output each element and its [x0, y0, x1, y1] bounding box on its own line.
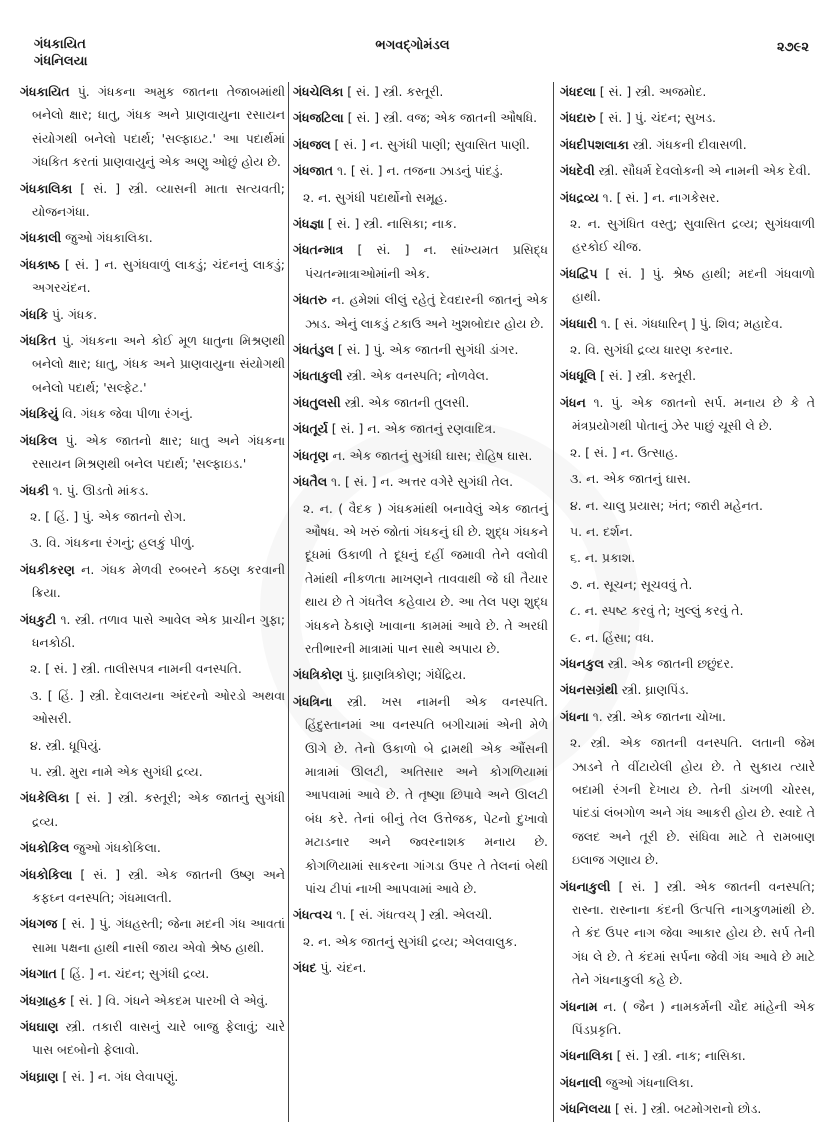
book-title: ભગવદ્ગોમંડલ [375, 38, 450, 53]
definition: [ સં. ] પું. એક જાતની સુગંધી ડાંગર. [333, 342, 519, 358]
headword: ગંધતૂર્ય [293, 421, 328, 437]
headword: ગંધનાકુલી [560, 878, 611, 894]
definition: પું. ચંદન. [316, 960, 367, 976]
dictionary-entry [560, 312, 815, 335]
headword: ગંધકિલ [20, 432, 58, 448]
sub-sense: ૪. ન. ચાલુ પ્રયાસ; ખંત; જારી મહેનત. [570, 497, 763, 513]
dictionary-entry [293, 690, 548, 901]
sub-sense: ૨. [ હિં. ] પું. એક જાતનો રોગ. [30, 508, 187, 524]
dictionary-entry [293, 663, 548, 686]
definition: જુઓ ગંધકાલિકા. [61, 230, 153, 246]
headword: ગંધધૂલિ [560, 368, 597, 384]
dictionary-entry [293, 364, 548, 387]
dictionary-entry [293, 956, 548, 979]
dictionary-entry [560, 705, 815, 728]
headword: ગંધગજ [20, 916, 58, 932]
column-divider [553, 82, 554, 1122]
definition: ૧. સ્ત્રી. એક જાતના ચોખા. [588, 708, 726, 724]
dictionary-entry [560, 391, 815, 438]
definition: [ સં. ] સ્ત્રી. નાક; નાસિકા. [612, 1048, 746, 1064]
headword: ગંધઘાણ [20, 1019, 59, 1035]
definition: [ સં. ] ન. સુગંધી પાણી; સુવાસિત પાણી. [330, 136, 530, 152]
headword: ગંધજ્ઞા [293, 216, 324, 232]
dictionary-entry [20, 989, 285, 1012]
definition: [ સં. ] વિ. ગંધને એકદમ પારખી લે એવું. [66, 992, 269, 1008]
headword: ગંધનાલી [560, 1074, 602, 1090]
headword: ગંધકાલી [20, 230, 62, 246]
definition: પું. ગંધકના અને કોઈ મૂળ ધાતુના મિશ્રણથી બનેલો ક્ષાર; ધાતુ, ગંધક અને પ્રાણવાયુના સંયોગથી બનેલો પદાર્થ; 'સલ્ફેટ.' [32, 333, 285, 395]
dictionary-entry [20, 402, 285, 425]
headword: ગંધજલ [293, 136, 331, 152]
definition: ૧. [ સં. ગંધત્વચ્ ] સ્ત્રી. એલચી. [332, 907, 493, 923]
sub-sense: ૨. [ સં. ] સ્ત્રી. તાલીસપત્ર નામની વનસ્પતિ. [30, 661, 242, 677]
dictionary-entry [20, 80, 285, 174]
headword: ગંધદીપશલાકા [560, 136, 629, 152]
headword: ગંધનિલયા [560, 1101, 612, 1117]
column-divider [288, 82, 289, 1122]
dictionary-entry [560, 364, 815, 387]
dictionary-entry [20, 786, 285, 833]
dictionary-entry [20, 226, 285, 249]
column-3 [560, 80, 815, 1124]
dictionary-entry [293, 133, 548, 156]
headword: ગંધકેલિકા [20, 790, 70, 806]
headword: ગંધગાત [20, 966, 57, 982]
headword: ગંધન [560, 394, 586, 410]
definition: [ સં. ] ન. એક જાતનું રણવાદિત્ર. [327, 421, 497, 437]
definition: સ્ત્રી. એક જાતની છછુંદર. [603, 655, 734, 671]
definition: [ સં. ] સ્ત્રી. એક જાતની ઉષ્ણ અને કફઘ્ન વનસ્પતિ; ગંધમાલતી. [32, 866, 285, 905]
dictionary-entry [560, 262, 815, 309]
definition: ૧. પું. એક જાતનો સર્પ. મનાય છે કે તે મંત્રપ્રયોગથી પોતાનું ઝેર પાછું ચૂસી લે છે. [572, 394, 815, 434]
column-1 [20, 80, 285, 1091]
headword: ગંધતરુ [293, 292, 327, 308]
headword: ગંધતન્માત્ર [293, 242, 344, 258]
definition: ન. ગંધક મેળવી રબ્બરને કઠણ કરવાની ક્રિયા. [32, 561, 285, 601]
definition: સ્ત્રી. એક વનસ્પતિ; નોળવેલ. [342, 368, 489, 384]
headword: ગંધજાત [293, 163, 334, 179]
sub-sense: ૨. [ સં. ] ન. ઉત્સાહ. [570, 444, 679, 460]
headword: ગંધગ્રાહક [20, 992, 67, 1008]
dictionary-entry [20, 836, 285, 859]
headword: ગંધત્રિના [293, 693, 333, 709]
dictionary-entry [560, 80, 815, 103]
definition: ૧. [ સં. ] ન. નાગકેસર. [598, 189, 720, 205]
definition: પું. ઘ્રાણત્રિકોણ; ગંધેંદ્રિય. [342, 667, 467, 683]
dictionary-entry [293, 470, 548, 493]
definition: ૧. [ સં. ] ન. અત્તર વગેરે સુગંધી તેલ. [327, 474, 514, 490]
dictionary-entry [20, 329, 285, 399]
dictionary-entry [293, 106, 548, 129]
definition: ૧. પું. ઊડતો માંકડ. [48, 482, 149, 498]
definition: જુઓ ગંધનાલિકા. [601, 1074, 694, 1090]
definition: સ્ત્રી. તકારી વાસનું ચારે બાજુ ફેલાવું; ચારે પાસ બદબોનો ફેલાવો. [32, 1019, 285, 1058]
dictionary-entry [20, 1065, 285, 1088]
definition: સ્ત્રી. ખસ નામની એક વનસ્પતિ. હિંદુસ્તાનમાં આ વનસ્પતિ બગીચામાં એની મેળે ઊગે છે. તેનો ઉકાળો બે દ્રામથી એક ઔંસની માત્રામાં ઊલટી, અતિસાર અને કોગળિયામાં આપવામાં આવે છે. તે તૃષ્ણા છિપાવે અને ઊલટી બંધ કરે. તેનાં બીનું તેલ ઉત્તેજક, પેટનો દુખાવો મટાડનાર અને જ્વરનાશક મનાય છે. કોગળિયામાં સાકરના ગાંગડા ઉપર તે તેલનાં બેથી પાંચ ટીપાં નાખી આપવામાં આવે છે. [305, 693, 548, 896]
dictionary-entry [293, 159, 548, 182]
definition: પું. ગંધક. [48, 306, 98, 322]
dictionary-entry [20, 1015, 285, 1062]
headword: ગંધનામ [560, 998, 598, 1014]
dictionary-entry [20, 253, 285, 300]
definition: [ સં. ] સ્ત્રી. વ્યાસની માતા સત્યવતી; યોજનગંધા. [32, 180, 285, 220]
sub-sense: ૨. ન. એક જાતનું સુગંધી દ્રવ્ય; એલવાલુક. [303, 933, 518, 949]
headword: ગંધકિત [20, 333, 57, 349]
definition: સ્ત્રી. એક જાતની તુલસી. [340, 394, 470, 410]
headword: ગંધદ્વિપ [560, 265, 598, 281]
sub-sense: ૮. ન. સ્પષ્ટ કરવું તે; ખુલ્લું કરવું તે. [570, 603, 744, 619]
dictionary-entry [20, 429, 285, 476]
dictionary-entry [20, 912, 285, 959]
sub-sense: ૨. ન. સુગંધિત વસ્તુ; સુવાસિત દ્રવ્ય; સુગંધવાળી હરકોઈ ચીજ. [570, 216, 815, 255]
sub-sense: ૨. વિ. સુગંધી દ્રવ્ય ધારણ કરનાર. [570, 342, 734, 358]
dictionary-entry [560, 875, 815, 992]
headword: ગંધના [560, 708, 589, 724]
sub-sense: ૭. ન. સૂચન; સૂચવવું તે. [570, 576, 693, 592]
headword: ગંધનસગ્રંથી [560, 682, 618, 698]
dictionary-entry [560, 995, 815, 1042]
dictionary-entry [293, 444, 548, 467]
headword: ગંધકી [20, 482, 49, 498]
dictionary-entry [560, 106, 815, 129]
headword: ગંધત્રિકોણ [293, 667, 343, 683]
dictionary-entry [560, 652, 815, 675]
dictionary-entry [560, 1097, 815, 1120]
definition: [ સં. ] પું. શ્રેષ્ઠ હાથી; મદની ગંધવાળો હાથી. [572, 265, 815, 305]
page-number: ૨૭૯૨ [777, 40, 809, 55]
headword: ગંધતાકુલી [293, 368, 343, 384]
definition: પું. એક જાતનો ક્ષાર; ધાતુ અને ગંધકના રસાયન મિશ્રણથી બનેલ પદાર્થ; 'સલ્ફાઇડ.' [32, 432, 285, 472]
sub-sense: ૬. ન. પ્રકાશ. [570, 550, 636, 566]
definition: ન. એક જાતનું સુગંધી ઘાસ; રોહિષ ઘાસ. [328, 447, 533, 463]
first-guide-word: ગંધકાયિત [34, 37, 86, 52]
headword: ગંધકિ [20, 306, 49, 322]
sub-sense: ૩. [ હિં. ] સ્ત્રી. દેવાલયના અંદરનો ઓરડો અથવા ઓસરી. [30, 687, 285, 727]
dictionary-entry [293, 903, 548, 926]
definition: [ સં. ] સ્ત્રી. કસ્તૂરી; એક જાતનું સુગંધી દ્રવ્ય. [32, 790, 285, 829]
headword: ગંધધારી [560, 315, 597, 331]
dictionary-entry [560, 159, 815, 182]
definition: સ્ત્રી. સૌધર્મ દેવલોકની એ નામની એક દેવી. [594, 163, 811, 179]
dictionary-entry [293, 391, 548, 414]
definition: વિ. ગંધક જેવા પીળા રંગનું. [58, 406, 193, 422]
dictionary-entry [560, 678, 815, 701]
definition: સ્ત્રી. ઘ્રાણપિંડ. [617, 682, 689, 698]
dictionary-entry [20, 962, 285, 985]
definition: [ સં. ] ન. ગંધ લેવાપણું. [58, 1068, 179, 1084]
definition: [ સં. ] પું. ચંદન; સુખડ. [595, 110, 716, 126]
dictionary-entry [20, 558, 285, 605]
headword: ગંધનાલિકા [560, 1048, 613, 1064]
definition: [ સં. ] સ્ત્રી. કસ્તૂરી. [343, 84, 444, 99]
headword: ગંધજટિલા [293, 110, 344, 126]
headword: ગંધદ્રવ્ય [560, 189, 599, 205]
headword: ગંધતંડુલ [293, 342, 334, 358]
headword: ગંધકાષ્ઠ [20, 256, 60, 272]
dictionary-entry [560, 186, 815, 209]
definition: [ સં. ] પું. ગંધહસ્તી; જેના મદની ગંધ આવતાં સામા પક્ષના હાથી નાસી જાય એવો શ્રેષ્ઠ હાથી. [32, 916, 285, 955]
definition: [ સં. ] સ્ત્રી. નાસિકા; નાક. [323, 216, 457, 232]
sub-sense: ૪. સ્ત્રી. ધૂપિયું. [30, 737, 102, 753]
dictionary-entry [293, 238, 548, 285]
headword: ગંધકોકિલ [20, 840, 70, 856]
definition: ૧. સ્ત્રી. તળાવ પાસે આવેલ એક પ્રાચીન ગુફા; ધનકોઠી. [32, 611, 285, 650]
sub-sense: ૫. ન. દર્શન. [570, 523, 633, 539]
headword: ગંધતૃણ [293, 447, 329, 463]
sub-sense: ૩. વિ. ગંધકના રંગનું; હલકું પીળું. [30, 535, 195, 551]
sub-sense: ૨. ન. સુગંધી પદાર્થોનો સમૂહ. [303, 189, 448, 205]
dictionary-entry [20, 479, 285, 502]
headword: ગંધકુટી [20, 611, 56, 627]
definition: [ સં. ] સ્ત્રી. કસ્તૂરી. [596, 368, 697, 384]
dictionary-entry [20, 608, 285, 655]
headword: ગંધકાલિકા [20, 180, 73, 196]
definition: ૧. [ સં. ] ન. તજના ઝાડનું પાંદડું. [333, 163, 504, 179]
sub-sense: ૨. સ્ત્રી. એક જાતની વનસ્પતિ. લતાની જેમ ઝાડને તે વીંટાયેલી હોય છે. તે સુકાય ત્યારે બદામી રંગની દેખાય છે. તેની ડાંખળી ચોરસ, પાંદડાં લંબગોળ અને ગંધ આકરી હોય છે. સ્વાદે તે જલદ અને તૂરી છે. સંધિવા માટે તે રામબાણ ઇલાજ ગણાય છે. [570, 735, 815, 868]
dictionary-entry [560, 1044, 815, 1067]
sub-sense: ૩. ન. એક જાતનું ઘાસ. [570, 471, 691, 487]
dictionary-entry [293, 212, 548, 235]
dictionary-entry [293, 80, 548, 103]
definition: [ સં. ] ન. સાંખ્યમત પ્રસિદ્ધ પંચતન્માત્રાઓમાંની એક. [305, 242, 548, 281]
headword: ગંધકીકરણ [20, 561, 75, 577]
dictionary-entry [560, 133, 815, 156]
headword: ગંધદલા [560, 84, 596, 99]
headword: ગંધઘ્રાણ [20, 1068, 59, 1084]
dictionary-entry [293, 417, 548, 440]
last-guide-word: ગંધનિલયા [34, 54, 88, 69]
headword: ગંધદેવી [560, 163, 595, 179]
dictionary-entry [20, 303, 285, 326]
definition: [ હિં. ] ન. ચંદન; સુગંધી દ્રવ્ય. [56, 966, 210, 982]
definition: [ સં. ] સ્ત્રી. વજ; એક જાતની ઔષધિ. [343, 110, 538, 126]
definition: ૧. [ સં. ગંધધારિન્ ] પું. શિવ; મહાદેવ. [596, 315, 783, 331]
headword: ગંધતૈલ [293, 474, 328, 490]
dictionary-entry [293, 288, 548, 335]
headword: ગંધદ [293, 960, 317, 976]
headword: ગંધદારુ [560, 110, 596, 126]
sub-sense: ૨. ન. ( વૈદક ) ગંધકમાંથી બનાવેલું એક જાતનું ઔષધ. એ ખરું જોતાં ગંધકનું ઘી છે. શુદ્ધ ગંધકને દૂધમાં ઉકાળી તે દૂધનું દહીં જમાવી તેને વલોવી તેમાંથી નીકળતા માખણને તાવવાથી જે ઘી તૈયાર થાય છે તે ગંધતૈલ કહેવાય છે. આ તેલ પણ શુદ્ધ ગંધકને ઠેકાણે ખાવાના કામમાં આવે છે. તે અરધી રતીભારની માત્રામાં પાન સાથે અપાય છે. [303, 500, 548, 656]
dictionary-entry [20, 177, 285, 224]
dictionary-entry [20, 863, 285, 910]
definition: [ સં. ] સ્ત્રી. અજમોદ. [595, 84, 707, 99]
dictionary-entry [293, 338, 548, 361]
column-2 [293, 80, 548, 983]
headword: ગંધચેલિકા [293, 84, 344, 99]
headword: ગંધત્વચ [293, 907, 333, 923]
sub-sense: ૯. ન. હિંસા; વધ. [570, 629, 655, 645]
headword: ગંધકાયિત [20, 84, 70, 99]
definition: ન. હમેશાં લીલું રહેતું દેવદારની જાતનું એક ઝાડ. એનું લાકડું ટકાઉ અને ખુશબોદાર હોય છે. [305, 292, 548, 331]
headword: ગંધકિયું [20, 406, 59, 422]
headword: ગંધતુલસી [293, 394, 341, 410]
definition: ન. ( જૈન ) નામકર્મની ચૌદ માંહેની એક પિંડપ્રકૃતિ. [572, 998, 815, 1038]
definition: સ્ત્રી. ગંધકની દીવાસળી. [628, 136, 747, 152]
definition: પું. ગંધકના અમુક જાતના તેજાબમાંથી બનેલો ક્ષાર; ધાતુ, ગંધક અને પ્રાણવાયુના રસાયન સંયોગથી બનેલો પદાર્થ; 'સલ્ફાઇટ.' આ પદાર્થમાં ગંધકિત કરતાં પ્રાણવાયુનું એક અણુ ઓછું હોય છે. [32, 84, 285, 170]
definition: [ સં. ] સ્ત્રી. એક જાતની વનસ્પતિ; રાસ્ના. રાસ્નાના કંદની ઉત્પત્તિ નાગકુળમાંથી છે. તે કંદ ઉપર નાગ જેવા આકાર હોય છે. સર્પ તેની ગંધ લે છે. તે કંદમાં સર્પના જેવી ગંધ આવે છે માટે તેને ગંધનાકુલી કહે છે. [572, 878, 815, 988]
headword: ગંધકોકિલા [20, 866, 73, 882]
definition: [ સં. ] સ્ત્રી. બટમોગરાનો છોડ. [611, 1101, 762, 1117]
dictionary-entry [560, 1071, 815, 1094]
sub-sense: ૫. સ્ત્રી. મુરા નામે એક સુગંધી દ્રવ્ય. [30, 763, 203, 779]
definition: જુઓ ગંધકોકિલા. [69, 840, 161, 856]
definition: [ સં. ] ન. સુગંધવાળું લાકડું; ચંદનનું લાકડું; અગરચંદન. [32, 256, 285, 296]
headword: ગંધનકુલ [560, 655, 604, 671]
